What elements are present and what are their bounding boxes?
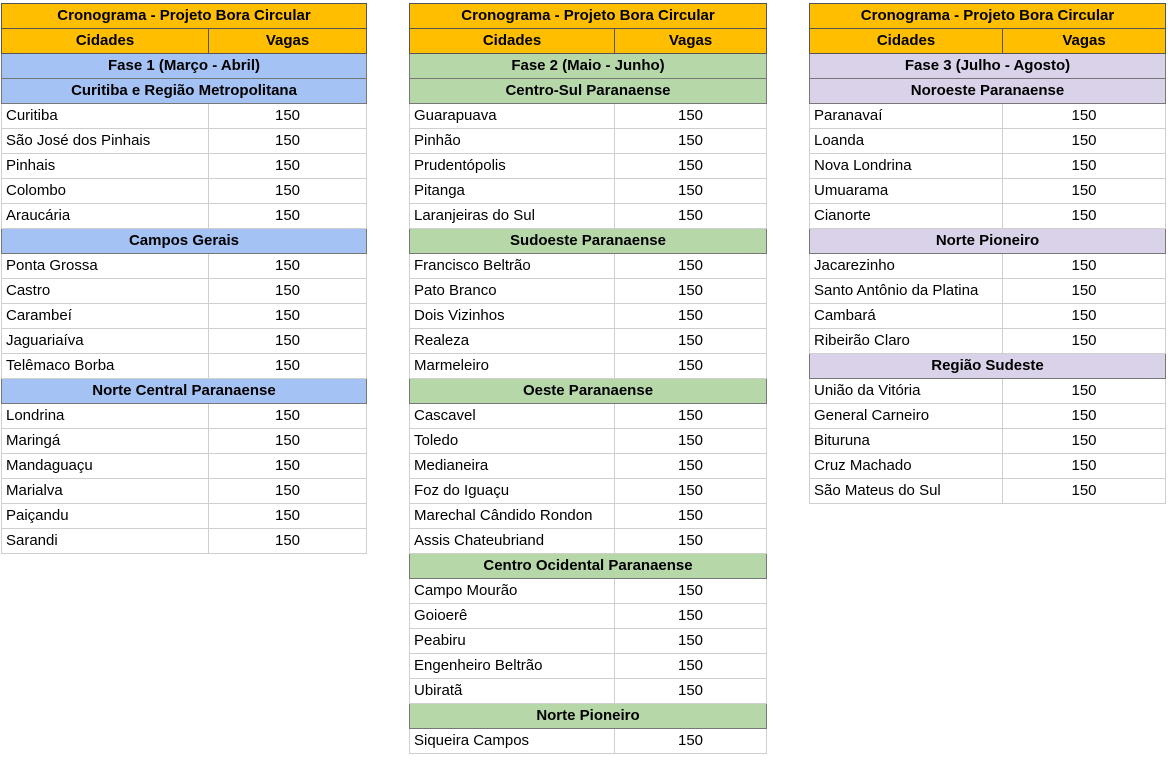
table-row bbox=[2, 329, 367, 354]
table-row bbox=[410, 104, 767, 129]
region-title[interactable]: Campos Gerais bbox=[2, 229, 367, 254]
region-row bbox=[2, 379, 367, 404]
table-row bbox=[810, 254, 1166, 279]
table-row bbox=[2, 404, 367, 429]
column-header-vagas[interactable]: Vagas bbox=[1003, 29, 1166, 54]
vagas-cell[interactable]: 150 bbox=[209, 104, 367, 129]
vagas-cell[interactable]: 150 bbox=[615, 679, 767, 704]
vagas-cell[interactable]: 150 bbox=[615, 454, 767, 479]
vagas-cell[interactable]: 150 bbox=[1003, 454, 1166, 479]
region-row bbox=[810, 229, 1166, 254]
table-row bbox=[410, 204, 767, 229]
vagas-cell[interactable]: 150 bbox=[615, 429, 767, 454]
table-row bbox=[810, 154, 1166, 179]
phase-title[interactable]: Fase 3 (Julho - Agosto) bbox=[810, 54, 1166, 79]
vagas-cell[interactable]: 150 bbox=[1003, 479, 1166, 504]
vagas-cell[interactable]: 150 bbox=[1003, 179, 1166, 204]
city-cell[interactable]: Araucária bbox=[2, 204, 209, 229]
column-header-cidades[interactable]: Cidades bbox=[2, 29, 209, 54]
phase-title[interactable]: Fase 2 (Maio - Junho) bbox=[410, 54, 767, 79]
vagas-cell[interactable]: 150 bbox=[615, 579, 767, 604]
city-cell[interactable]: Cambará bbox=[810, 304, 1003, 329]
table-row bbox=[2, 129, 367, 154]
table-row bbox=[2, 504, 367, 529]
table-row bbox=[810, 404, 1166, 429]
city-cell[interactable]: Jaguariaíva bbox=[2, 329, 209, 354]
vagas-cell[interactable]: 150 bbox=[615, 204, 767, 229]
table-row bbox=[2, 354, 367, 379]
vagas-cell[interactable]: 150 bbox=[615, 329, 767, 354]
city-cell[interactable]: Castro bbox=[2, 279, 209, 304]
city-cell[interactable]: São José dos Pinhais bbox=[2, 129, 209, 154]
table-row bbox=[410, 404, 767, 429]
column-header-vagas[interactable]: Vagas bbox=[615, 29, 767, 54]
vagas-cell[interactable]: 150 bbox=[1003, 379, 1166, 404]
city-cell[interactable]: Ribeirão Claro bbox=[810, 329, 1003, 354]
phase-title[interactable]: Fase 1 (Março - Abril) bbox=[2, 54, 367, 79]
city-cell[interactable]: Sarandi bbox=[2, 529, 209, 554]
table-row bbox=[410, 529, 767, 554]
column-header-row bbox=[810, 29, 1166, 54]
region-row bbox=[410, 704, 767, 729]
vagas-cell[interactable]: 150 bbox=[209, 179, 367, 204]
table-row bbox=[810, 429, 1166, 454]
city-cell[interactable]: Loanda bbox=[810, 129, 1003, 154]
city-cell[interactable]: Marmeleiro bbox=[410, 354, 615, 379]
table-row bbox=[2, 479, 367, 504]
vagas-cell[interactable]: 150 bbox=[615, 304, 767, 329]
table-row bbox=[810, 204, 1166, 229]
city-cell[interactable]: Londrina bbox=[2, 404, 209, 429]
city-cell[interactable]: Curitiba bbox=[2, 104, 209, 129]
city-cell[interactable]: Pitanga bbox=[410, 179, 615, 204]
column-header-row bbox=[410, 29, 767, 54]
region-row bbox=[2, 79, 367, 104]
table-row bbox=[410, 429, 767, 454]
table-title[interactable]: Cronograma - Projeto Bora Circular bbox=[2, 4, 367, 29]
region-row bbox=[810, 354, 1166, 379]
vagas-cell[interactable]: 150 bbox=[615, 529, 767, 554]
city-cell[interactable]: Campo Mourão bbox=[410, 579, 615, 604]
region-title[interactable]: Centro-Sul Paranaense bbox=[410, 79, 767, 104]
vagas-cell[interactable]: 150 bbox=[1003, 279, 1166, 304]
phase-1-table bbox=[1, 3, 367, 554]
vagas-cell[interactable]: 150 bbox=[615, 354, 767, 379]
city-cell[interactable]: Goioerê bbox=[410, 604, 615, 629]
table-row bbox=[410, 179, 767, 204]
city-cell[interactable]: Maringá bbox=[2, 429, 209, 454]
vagas-cell[interactable]: 150 bbox=[209, 304, 367, 329]
table-row bbox=[2, 429, 367, 454]
phase-3-table bbox=[809, 3, 1166, 504]
city-cell[interactable]: Laranjeiras do Sul bbox=[410, 204, 615, 229]
table-row bbox=[2, 204, 367, 229]
vagas-cell[interactable]: 150 bbox=[209, 429, 367, 454]
table-row bbox=[2, 529, 367, 554]
city-cell[interactable]: Umuarama bbox=[810, 179, 1003, 204]
table-row bbox=[410, 304, 767, 329]
vagas-cell[interactable]: 150 bbox=[209, 454, 367, 479]
table-row bbox=[410, 654, 767, 679]
vagas-cell[interactable]: 150 bbox=[209, 129, 367, 154]
vagas-cell[interactable]: 150 bbox=[615, 104, 767, 129]
phase-row bbox=[810, 54, 1166, 79]
vagas-cell[interactable]: 150 bbox=[615, 129, 767, 154]
table-row bbox=[810, 304, 1166, 329]
region-title[interactable]: Região Sudeste bbox=[810, 354, 1166, 379]
phase-2-table bbox=[409, 3, 767, 754]
vagas-cell[interactable]: 150 bbox=[209, 354, 367, 379]
table-row bbox=[2, 279, 367, 304]
city-cell[interactable]: Cianorte bbox=[810, 204, 1003, 229]
vagas-cell[interactable]: 150 bbox=[615, 404, 767, 429]
city-cell[interactable]: Paiçandu bbox=[2, 504, 209, 529]
region-title[interactable]: Norte Central Paranaense bbox=[2, 379, 367, 404]
region-title[interactable]: Centro Ocidental Paranaense bbox=[410, 554, 767, 579]
table-row bbox=[2, 254, 367, 279]
table-row bbox=[810, 279, 1166, 304]
vagas-cell[interactable]: 150 bbox=[209, 279, 367, 304]
vagas-cell[interactable]: 150 bbox=[615, 729, 767, 754]
table-row bbox=[2, 154, 367, 179]
city-cell[interactable]: Assis Chateubriand bbox=[410, 529, 615, 554]
city-cell[interactable]: Pinhão bbox=[410, 129, 615, 154]
city-cell[interactable]: Engenheiro Beltrão bbox=[410, 654, 615, 679]
vagas-cell[interactable]: 150 bbox=[1003, 154, 1166, 179]
vagas-cell[interactable]: 150 bbox=[615, 604, 767, 629]
vagas-cell[interactable]: 150 bbox=[1003, 429, 1166, 454]
vagas-cell[interactable]: 150 bbox=[1003, 129, 1166, 154]
vagas-cell[interactable]: 150 bbox=[209, 529, 367, 554]
city-cell[interactable]: Mandaguaçu bbox=[2, 454, 209, 479]
table-row bbox=[810, 329, 1166, 354]
region-row bbox=[410, 379, 767, 404]
vagas-cell[interactable]: 150 bbox=[615, 629, 767, 654]
vagas-cell[interactable]: 150 bbox=[615, 504, 767, 529]
region-row bbox=[2, 229, 367, 254]
city-cell[interactable]: General Carneiro bbox=[810, 404, 1003, 429]
table-row bbox=[2, 104, 367, 129]
table-row bbox=[410, 279, 767, 304]
phase-row bbox=[410, 54, 767, 79]
region-title[interactable]: Noroeste Paranaense bbox=[810, 79, 1166, 104]
table-title-row bbox=[2, 4, 367, 29]
table-title[interactable]: Cronograma - Projeto Bora Circular bbox=[410, 4, 767, 29]
region-title[interactable]: Norte Pioneiro bbox=[410, 704, 767, 729]
table-row bbox=[410, 254, 767, 279]
column-header-cidades[interactable]: Cidades bbox=[410, 29, 615, 54]
city-cell[interactable]: Paranavaí bbox=[810, 104, 1003, 129]
city-cell[interactable]: Peabiru bbox=[410, 629, 615, 654]
vagas-cell[interactable]: 150 bbox=[615, 154, 767, 179]
vagas-cell[interactable]: 150 bbox=[615, 279, 767, 304]
table-row bbox=[810, 104, 1166, 129]
column-header-cidades[interactable]: Cidades bbox=[810, 29, 1003, 54]
table-row bbox=[810, 454, 1166, 479]
table-row bbox=[410, 154, 767, 179]
city-cell[interactable]: Guarapuava bbox=[410, 104, 615, 129]
column-header-vagas[interactable]: Vagas bbox=[209, 29, 367, 54]
region-row bbox=[410, 554, 767, 579]
city-cell[interactable]: Pato Branco bbox=[410, 279, 615, 304]
vagas-cell[interactable]: 150 bbox=[1003, 304, 1166, 329]
city-cell[interactable]: Realeza bbox=[410, 329, 615, 354]
table-row bbox=[410, 354, 767, 379]
vagas-cell[interactable]: 150 bbox=[209, 204, 367, 229]
city-cell[interactable]: Ponta Grossa bbox=[2, 254, 209, 279]
city-cell[interactable]: Jacarezinho bbox=[810, 254, 1003, 279]
city-cell[interactable]: Bituruna bbox=[810, 429, 1003, 454]
table-row bbox=[410, 504, 767, 529]
city-cell[interactable]: Marechal Cândido Rondon bbox=[410, 504, 615, 529]
city-cell[interactable]: Medianeira bbox=[410, 454, 615, 479]
city-cell[interactable]: Francisco Beltrão bbox=[410, 254, 615, 279]
city-cell[interactable]: Telêmaco Borba bbox=[2, 354, 209, 379]
table-row bbox=[410, 579, 767, 604]
table-title-row bbox=[410, 4, 767, 29]
vagas-cell[interactable]: 150 bbox=[209, 154, 367, 179]
city-cell[interactable]: Toledo bbox=[410, 429, 615, 454]
table-row bbox=[410, 129, 767, 154]
vagas-cell[interactable]: 150 bbox=[1003, 104, 1166, 129]
city-cell[interactable]: Cruz Machado bbox=[810, 454, 1003, 479]
city-cell[interactable]: Foz do Iguaçu bbox=[410, 479, 615, 504]
vagas-cell[interactable]: 150 bbox=[1003, 329, 1166, 354]
city-cell[interactable]: Marialva bbox=[2, 479, 209, 504]
vagas-cell[interactable]: 150 bbox=[1003, 204, 1166, 229]
region-title[interactable]: Curitiba e Região Metropolitana bbox=[2, 79, 367, 104]
vagas-cell[interactable]: 150 bbox=[615, 479, 767, 504]
phase-row bbox=[2, 54, 367, 79]
vagas-cell[interactable]: 150 bbox=[615, 179, 767, 204]
city-cell[interactable]: Colombo bbox=[2, 179, 209, 204]
table-row bbox=[410, 629, 767, 654]
table-row bbox=[2, 304, 367, 329]
vagas-cell[interactable]: 150 bbox=[209, 404, 367, 429]
vagas-cell[interactable]: 150 bbox=[209, 254, 367, 279]
city-cell[interactable]: Carambeí bbox=[2, 304, 209, 329]
region-row bbox=[410, 229, 767, 254]
column-header-row bbox=[2, 29, 367, 54]
vagas-cell[interactable]: 150 bbox=[1003, 254, 1166, 279]
city-cell[interactable]: Siqueira Campos bbox=[410, 729, 615, 754]
vagas-cell[interactable]: 150 bbox=[615, 254, 767, 279]
table-row bbox=[410, 454, 767, 479]
region-row bbox=[810, 79, 1166, 104]
vagas-cell[interactable]: 150 bbox=[615, 654, 767, 679]
city-cell[interactable]: São Mateus do Sul bbox=[810, 479, 1003, 504]
table-row bbox=[2, 454, 367, 479]
region-title[interactable]: Sudoeste Paranaense bbox=[410, 229, 767, 254]
table-row bbox=[410, 729, 767, 754]
city-cell[interactable]: Dois Vizinhos bbox=[410, 304, 615, 329]
city-cell[interactable]: Santo Antônio da Platina bbox=[810, 279, 1003, 304]
region-title[interactable]: Oeste Paranaense bbox=[410, 379, 767, 404]
region-row bbox=[410, 79, 767, 104]
city-cell[interactable]: União da Vitória bbox=[810, 379, 1003, 404]
table-title-row bbox=[810, 4, 1166, 29]
table-row bbox=[410, 479, 767, 504]
region-title[interactable]: Norte Pioneiro bbox=[810, 229, 1166, 254]
table-row bbox=[810, 129, 1166, 154]
table-row bbox=[410, 604, 767, 629]
city-cell[interactable]: Cascavel bbox=[410, 404, 615, 429]
table-row bbox=[410, 679, 767, 704]
table-row bbox=[810, 179, 1166, 204]
city-cell[interactable]: Ubiratã bbox=[410, 679, 615, 704]
city-cell[interactable]: Pinhais bbox=[2, 154, 209, 179]
city-cell[interactable]: Nova Londrina bbox=[810, 154, 1003, 179]
table-row bbox=[810, 379, 1166, 404]
table-row bbox=[410, 329, 767, 354]
table-title[interactable]: Cronograma - Projeto Bora Circular bbox=[810, 4, 1166, 29]
vagas-cell[interactable]: 150 bbox=[209, 479, 367, 504]
vagas-cell[interactable]: 150 bbox=[209, 329, 367, 354]
table-row bbox=[810, 479, 1166, 504]
table-row bbox=[2, 179, 367, 204]
vagas-cell[interactable]: 150 bbox=[1003, 404, 1166, 429]
vagas-cell[interactable]: 150 bbox=[209, 504, 367, 529]
city-cell[interactable]: Prudentópolis bbox=[410, 154, 615, 179]
